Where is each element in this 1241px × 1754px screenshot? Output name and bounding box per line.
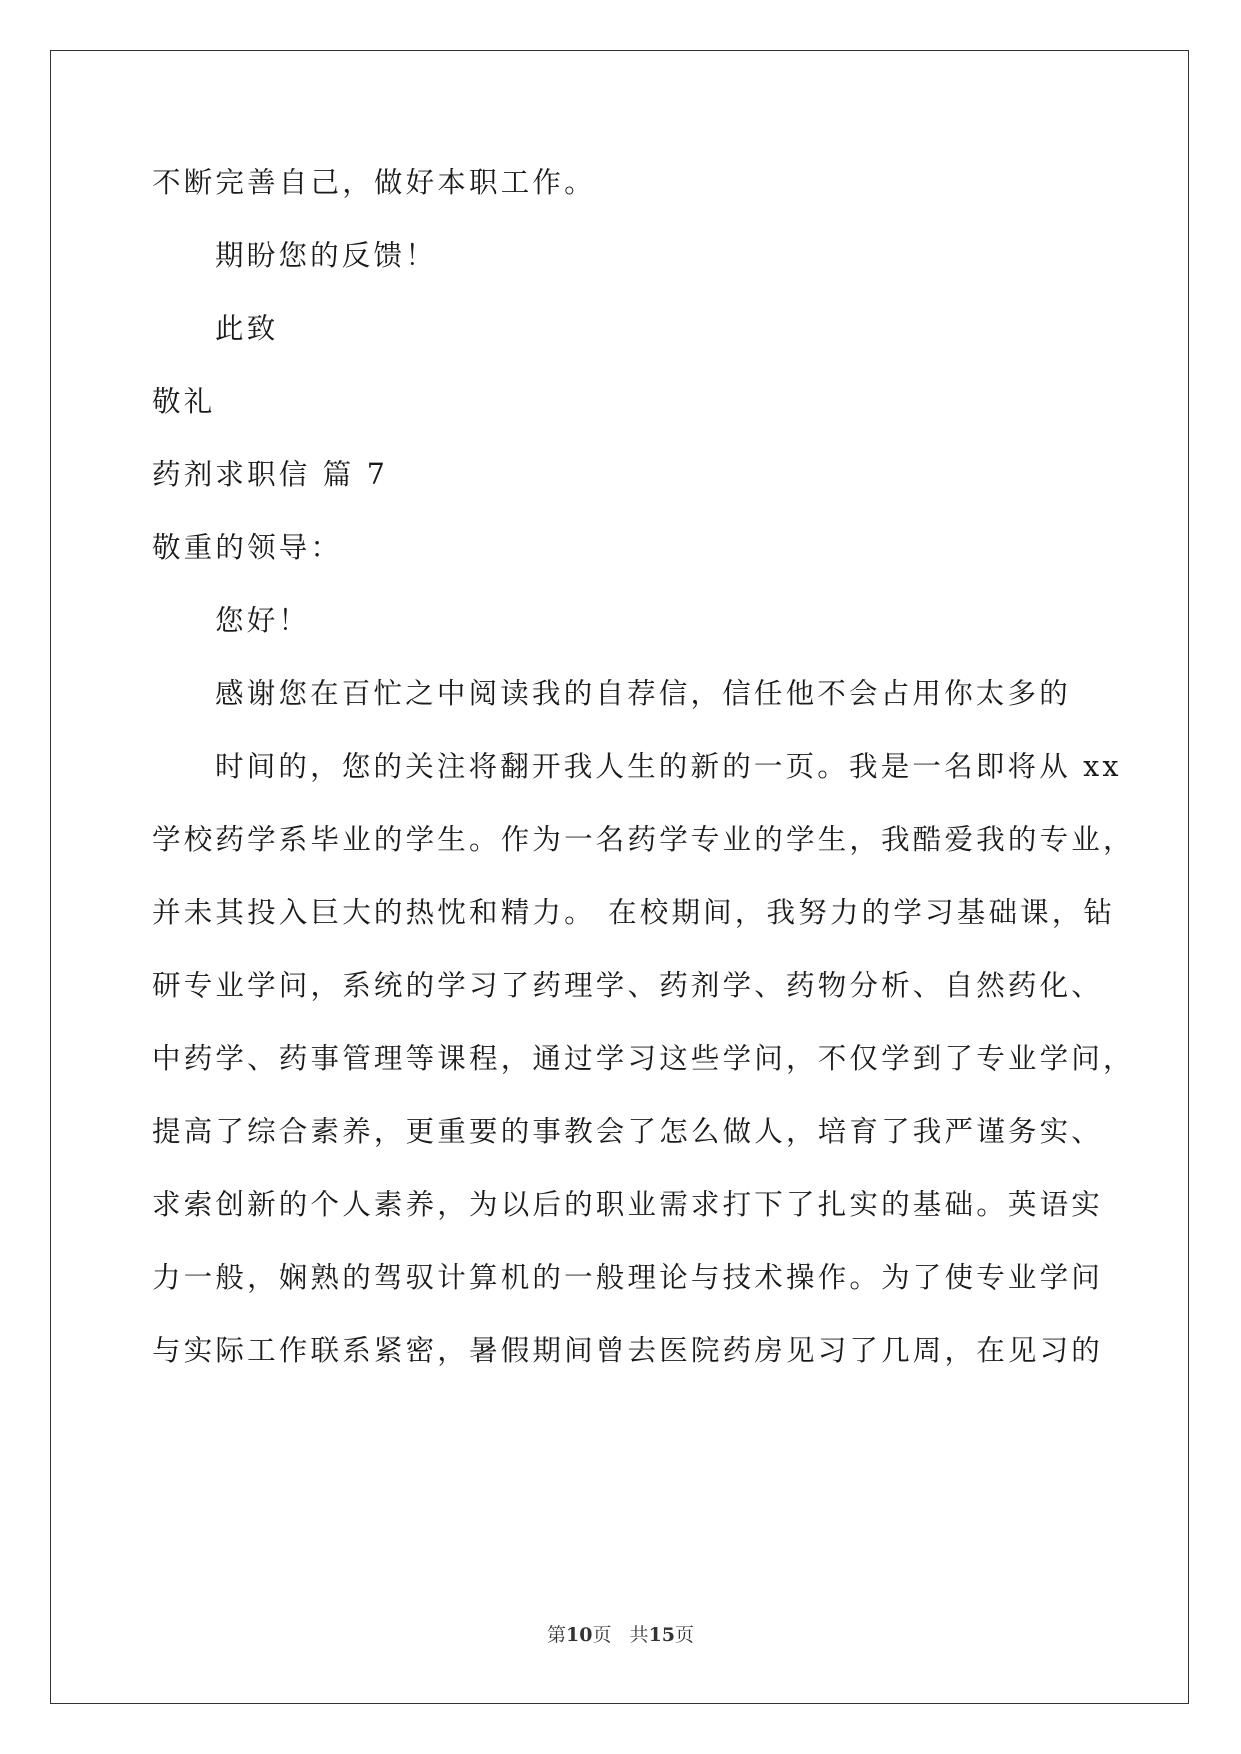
paragraph-line: 期盼您的反馈！ [215, 239, 437, 272]
paragraph-line: 时间的，您的关注将翻开我人生的新的一页。我是一名即将从 xx [215, 750, 1122, 783]
page-mid: 页 共 [592, 1624, 649, 1646]
total-pages-number: 15 [648, 1624, 676, 1646]
salutation: 敬重的领导： [152, 531, 343, 564]
page-border [50, 50, 1189, 1704]
current-page-number: 10 [565, 1624, 593, 1646]
paragraph-line: 敬礼 [152, 385, 216, 418]
paragraph-line: 并未其投入巨大的热忱和精力。 在校期间，我努力的学习基础课，钻 [152, 896, 1116, 929]
paragraph-line: 此致 [215, 312, 279, 345]
section-heading: 药剂求职信 篇 7 [152, 458, 389, 491]
paragraph-line: 力一般，娴熟的驾驭计算机的一般理论与技术操作。为了使专业学问 [152, 1261, 1104, 1294]
paragraph-line: 研专业学问，系统的学习了药理学、药剂学、药物分析、自然药化、 [152, 969, 1104, 1002]
paragraph-line: 不断完善自己，做好本职工作。 [152, 166, 596, 199]
paragraph-line: 中药学、药事管理等课程，通过学习这些学问，不仅学到了专业学问， [152, 1042, 1135, 1075]
paragraph-line: 感谢您在百忙之中阅读我的自荐信，信任他不会占用你太多的 [215, 677, 1071, 710]
page-prefix: 第 [546, 1624, 566, 1646]
paragraph-line: 提高了综合素养，更重要的事教会了怎么做人，培育了我严谨务实、 [152, 1115, 1104, 1148]
page-suffix: 页 [675, 1624, 695, 1646]
page-footer [0, 1620, 1241, 1647]
paragraph-line: 与实际工作联系紧密，暑假期间曾去医院药房见习了几周，在见习的 [152, 1334, 1104, 1367]
paragraph-line: 求索创新的个人素养，为以后的职业需求打下了扎实的基础。英语实 [152, 1188, 1104, 1221]
paragraph-line: 学校药学系毕业的学生。作为一名药学专业的学生，我酷爱我的专业， [152, 823, 1135, 856]
greeting: 您好！ [215, 604, 311, 637]
